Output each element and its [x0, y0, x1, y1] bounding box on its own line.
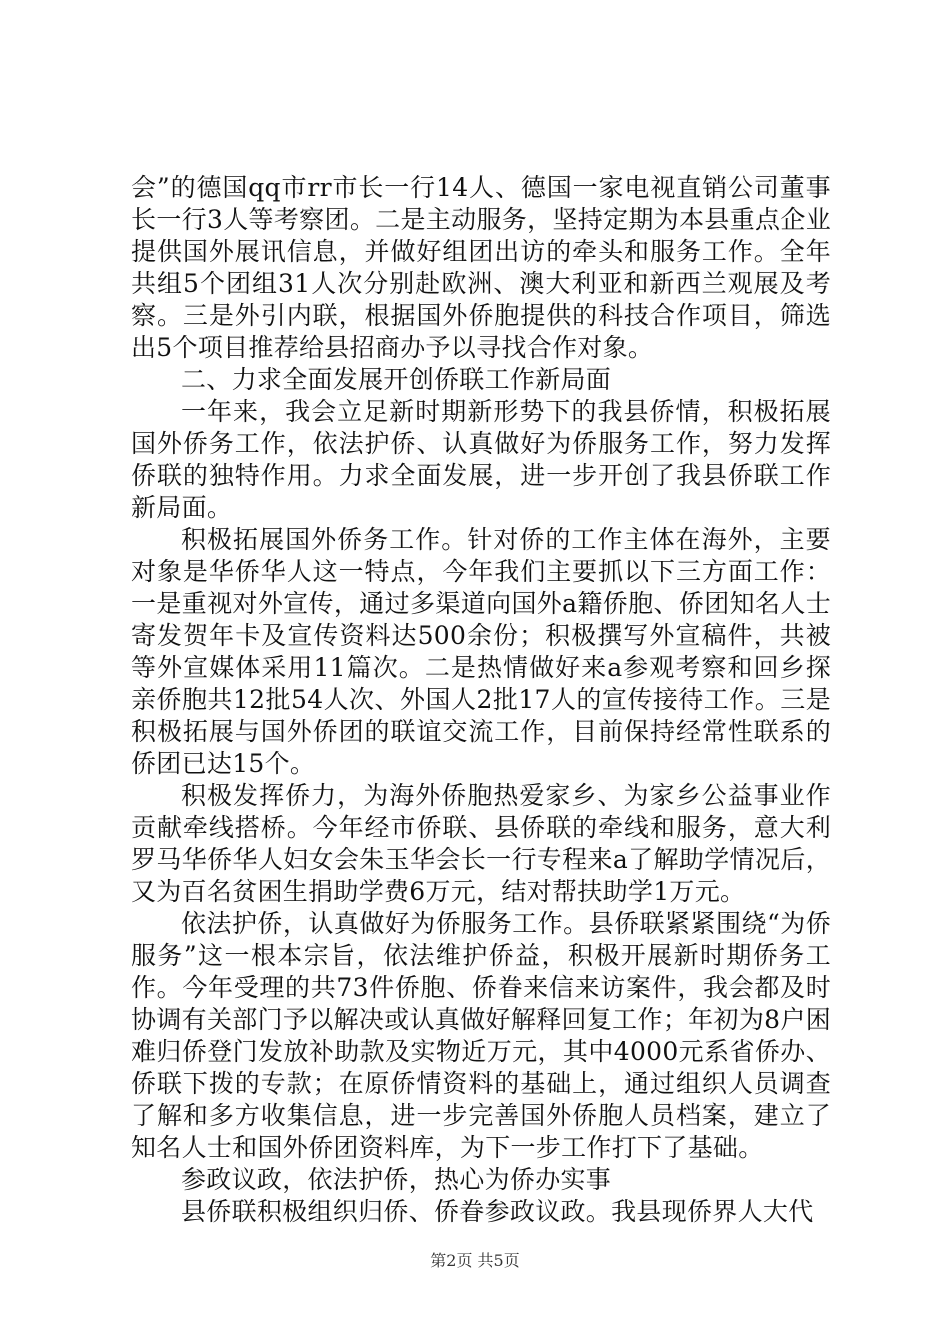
paragraph-overseas-work: 积极拓展国外侨务工作。针对侨的工作主体在海外，主要对象是华侨华人这一特点，今年我们主要抓以下三方面工作：一是重视对外宣传，通过多渠道向国外a籍侨胞、侨团知名人士寄发贺年卡及宣传资料达500余份；积极撰写外宣稿件，共被等外宣媒体采用11篇次。二是热情做好来a参观考察和回乡探亲侨胞共12批54人次、外国人2批17人的宣传接待工作。三是积极拓展与国外侨团的联谊交流工作，目前保持经常性联系的侨团已达15个。: [131, 525, 831, 778]
subsection-heading: 参政议政，依法护侨，热心为侨办实事: [181, 1165, 612, 1194]
paragraph-participation: 县侨联积极组织归侨、侨眷参政议政。我县现侨界人大代: [181, 1197, 814, 1226]
page-number-footer: 第2页 共5页: [430, 1251, 520, 1270]
paragraph-overseas-power: 积极发挥侨力，为海外侨胞热爱家乡、为家乡公益事业作贡献牵线搭桥。今年经市侨联、县侨联的牵线和服务，意大利罗马华侨华人妇女会朱玉华会长一行专程来a了解助学情况后，又为百名贫困生捐助学费6万元，结对帮扶助学1万元。: [131, 781, 831, 906]
paragraph-continuation: 会”的德国qq市rr市长一行14人、德国一家电视直销公司董事长一行3人等考察团。二是主动服务，坚持定期为本县重点企业提供国外展讯信息，并做好组团出访的牵头和服务工作。全年共组5个团组31人次分别赴欧洲、澳大利亚和新西兰观展及考察。三是外引内联，根据国外侨胞提供的科技合作项目，筛选出5个项目推荐给县招商办予以寻找合作对象。: [131, 173, 831, 362]
document-body: [131, 172, 831, 1228]
paragraph-protect-service: 依法护侨，认真做好为侨服务工作。县侨联紧紧围绕“为侨服务”这一根本宗旨，依法维护侨益，积极开展新时期侨务工作。今年受理的共73件侨胞、侨眷来信来访案件，我会都及时协调有关部门予以解决或认真做好解释回复工作；年初为8户困难归侨登门发放补助款及实物近万元，其中4000元系省侨办、侨联下拨的专款；在原侨情资料的基础上，通过组织人员调查了解和多方收集信息，进一步完善国外侨胞人员档案，建立了知名人士和国外侨团资料库，为下一步工作打下了基础。: [131, 909, 831, 1162]
section-heading: 二、力求全面发展开创侨联工作新局面: [181, 365, 612, 394]
paragraph-overview: 一年来，我会立足新时期新形势下的我县侨情，积极拓展国外侨务工作，依法护侨、认真做好为侨服务工作，努力发挥侨联的独特作用。力求全面发展，进一步开创了我县侨联工作新局面。: [131, 397, 831, 522]
